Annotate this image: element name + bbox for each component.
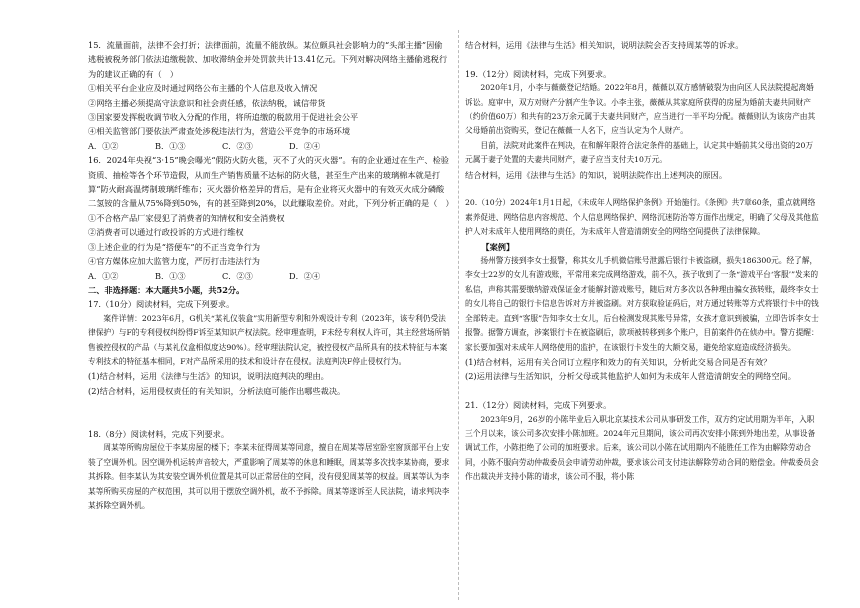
q16-stem: 16．2024年央视“3·15”晚会曝光“假防火防火毯，灭不了火的灭火器”。有的企业通过在生产、检验资质、抽检等各个环节造假，从而生产销售质量不达标的防火毯，甚至生产出来的玻璃棉本就是打算“防火耐高温烤制玻璃纤维布；灭火器价格差异的背后，是有企业将灭火器中的有效灭火成分磷酸二氢铵的含量从75%降到50%，有的甚至降到20%，以此赚取差价。对此，下列分析正确的是（ ） <box>88 155 454 209</box>
answer-space <box>465 182 820 196</box>
q20-case-label: 【案例】 <box>481 241 515 252</box>
section-heading: 二、非选择题：本大题共5小题，共52分。 <box>88 284 245 295</box>
answer-space <box>88 398 450 427</box>
q17-stem: 17.（10分）阅读材料，完成下列要求。 <box>88 299 235 310</box>
answer-space <box>465 384 820 398</box>
q15-item-3: ③国家要发挥税收调节收入分配的作用，将所追缴的税款用于促进社会公平 <box>88 112 359 123</box>
q18-stem: 18.（8分）阅读材料，完成下列要求。 <box>88 428 230 439</box>
q17-task-1: (1)结合材料，运用《法律与生活》的知识，说明法庭判决的理由。 <box>88 371 329 382</box>
q20-task-2: (2)运用法律与生活知识，分析父母或其他监护人如何为未成年人营造清朗安全的网络空间。 <box>465 371 796 382</box>
left-column <box>88 38 454 513</box>
q16-options <box>88 269 450 283</box>
q19-task: 结合材料，运用《法律与生活》的知识，说明法院作出上述判决的原因。 <box>465 169 728 180</box>
q16-item-3: ③上述企业的行为是“搭便车”的不正当竞争行为 <box>88 241 261 252</box>
q16-item-4: ④官方媒体应加大监管力度，严厉打击违法行为 <box>88 256 260 267</box>
right-column <box>465 38 820 485</box>
q21-case: 2023年9月，26岁的小陈毕业后入职北京某技术公司从事研发工作，双方约定试用期为半年，入职三个月以来，该公司多次安排小陈加班。2024年元旦期间，该公司再次安排小陈到外地出差，从事设备调试工作，小陈拒绝了公司的加班要求。后来，该公司以小陈在试用期内不能胜任工作为由解除劳动合同，小陈不服向劳动仲裁委员会申请劳动仲裁，要求该公司支付违法解除劳动合同的赔偿金。仲裁委员会作出裁决并支持小陈的请求，该公司不服，将小陈 <box>465 414 819 482</box>
q20-task-1: (1)结合材料，运用有关合同订立程序和效力的有关知识，分析此交易合同是否有效？ <box>465 356 772 367</box>
q15-option-b: B．①③ <box>155 140 186 151</box>
answer-space <box>465 52 820 66</box>
q16-item-2: ②消费者可以通过行政投诉的方式进行维权 <box>88 227 244 238</box>
q15-item-4: ④相关监管部门要依法严肃查处涉税违法行为，营造公平竞争的市场环境 <box>88 126 351 137</box>
q15-item-1: ①相关平台企业应及时通过网络公布主播的个人信息及收入情况 <box>88 83 318 94</box>
q20-case: 扬州警方接到李女士报警，称其女儿手机微信账号泄露后银行卡被盗刷，损失186300元。经了解，李女士22岁的女儿有游戏账，平常用来完成网络游戏，前不久，孩子收到了一条“游戏平台‘客服’”发来的私信，声称其需要缴纳游戏保证金才能解封游戏账号，随后对方多次以各种理由骗女孩转账，最终李女士的女儿将自己的银行卡信息告诉对方并被盗刷。对方获取验证码后，对方通过转账等方式将银行卡中的钱全部转走。直到“客服”告知李女士女儿，后台检测发现其账号异常，女孩才意识到被骗，立即告诉李女士报警。据警方调查，涉案银行卡在被盗刷后，款项被转移到多个账户，目前案件仍在侦办中。警方提醒：家长要加强对未成年人网络使用的监护，在该银行卡发生的大额交易，避免给家庭造成经济损失。 <box>465 256 819 352</box>
q15-option-a: A．①② <box>88 140 119 151</box>
q15-item-2: ②网络主播必须提高守法意识和社会责任感，依法纳税，诚信带货 <box>88 97 326 108</box>
q16-option-d: D．②④ <box>289 270 321 281</box>
q19-case-2: 目前，法院对此案件在判决，在和解年限符合法定条件的基础上，认定其中婚前其父母出资的20万元属于妻子处置的夫妻共同财产，妻子应当支付夫10万元。 <box>465 140 814 165</box>
q19-stem: 19.（12分）阅读材料，完成下列要求。 <box>465 68 612 79</box>
q16-item-1: ①不合格产品厂家侵犯了消费者的知情权和安全消费权 <box>88 212 285 223</box>
q16-option-b: B．①③ <box>155 270 186 281</box>
q16-option-a: A．①② <box>88 270 119 281</box>
q15-option-c: C．②③ <box>222 140 253 151</box>
q16-option-c: C．②③ <box>222 270 253 281</box>
q15-stem: 15．流量面前，法律不会打折；法律面前，流量不能放纵。某位颇具社会影响力的“头部主播”因偷逃税被税务部门依法追缴税款、加收滞纳金并处罚款共计13.41亿元。下列对解决网络主播偷逃税行为的建议正确的有（ ） <box>88 40 448 79</box>
q18-case: 周某等所购房屋位于李某房屋的楼下；李某未征得周某等同意，擅自在周某等居室卧室窗顶部平台上安装了空调外机。因空调外机运转声音较大，严重影响了周某等的休息和睡眠，周某等多次找李某协商，要求其拆除。但李某认为其安装空调外机位置是其可以正常居住的空间，没有侵犯周某等的权益。周某等认为李某等所购买房屋的产权范围，其可以用于摆放空调外机，故不予拆除。周某等遂诉至人民法院，请求判决李某拆除空调外机。 <box>88 443 450 510</box>
q21-stem: 21.（12分）阅读材料，完成下列要求。 <box>465 400 612 411</box>
column-divider <box>458 30 459 600</box>
q19-case-1: 2020年1月，小李与薇薇登记结婚。2022年8月，薇薇以双方感情破裂为由向区人民法院提起离婚诉讼。庭审中，双方对财产分割产生争议。小李主张，薇薇从其家庭所获得的房屋为婚前夫妻共同财产（约价值60万）和共有的23万余元属于夫妻共同财产，应当进行一半平均分配。薇薇则认为该房产由其父母婚前出资购买，登记在薇薇一人名下，应当认定为个人财产。 <box>465 83 816 136</box>
q17-task-2: (2)结合材料，运用侵权责任的有关知识，分析法庭可能作出哪些裁决。 <box>88 385 346 396</box>
q20-stem: 20.（10分）2024年1月1日起，《未成年人网络保护条例》开始施行。《条例》共7章60条，重点就网络素养促进、网络信息内容规范、个人信息网络保护、网络沉迷防治等方面作出规定，明确了父母及其他监护人对未成年人使用网络的责任，为未成年人营造清朗安全的网络空间提供了法律保障。 <box>465 198 819 237</box>
q17-case: 案件详情：2023年6月，G机关“某礼仪装盒”实用新型专利和外观设计专利（2023年，该专利仍受法律保护）与F的专利侵权纠纷得F诉至某知识产权法院。经审理查明，F未经专利权人许可，其主经营场所销售被控侵权的产品（与某礼仪盒相似度达90%）。经审理法院认定，被控侵权产品所具有的技术特征与本案专利技术的特征基本相同，F对产品所采用的技术和设计存在侵权。法庭判决F停止侵权行为。 <box>88 313 450 366</box>
q18-task: 结合材料，运用《法律与生活》相关知识，说明法院会否支持周某等的诉求。 <box>465 40 744 50</box>
q15-option-d: D．②④ <box>289 140 321 151</box>
q15-options <box>88 139 450 153</box>
